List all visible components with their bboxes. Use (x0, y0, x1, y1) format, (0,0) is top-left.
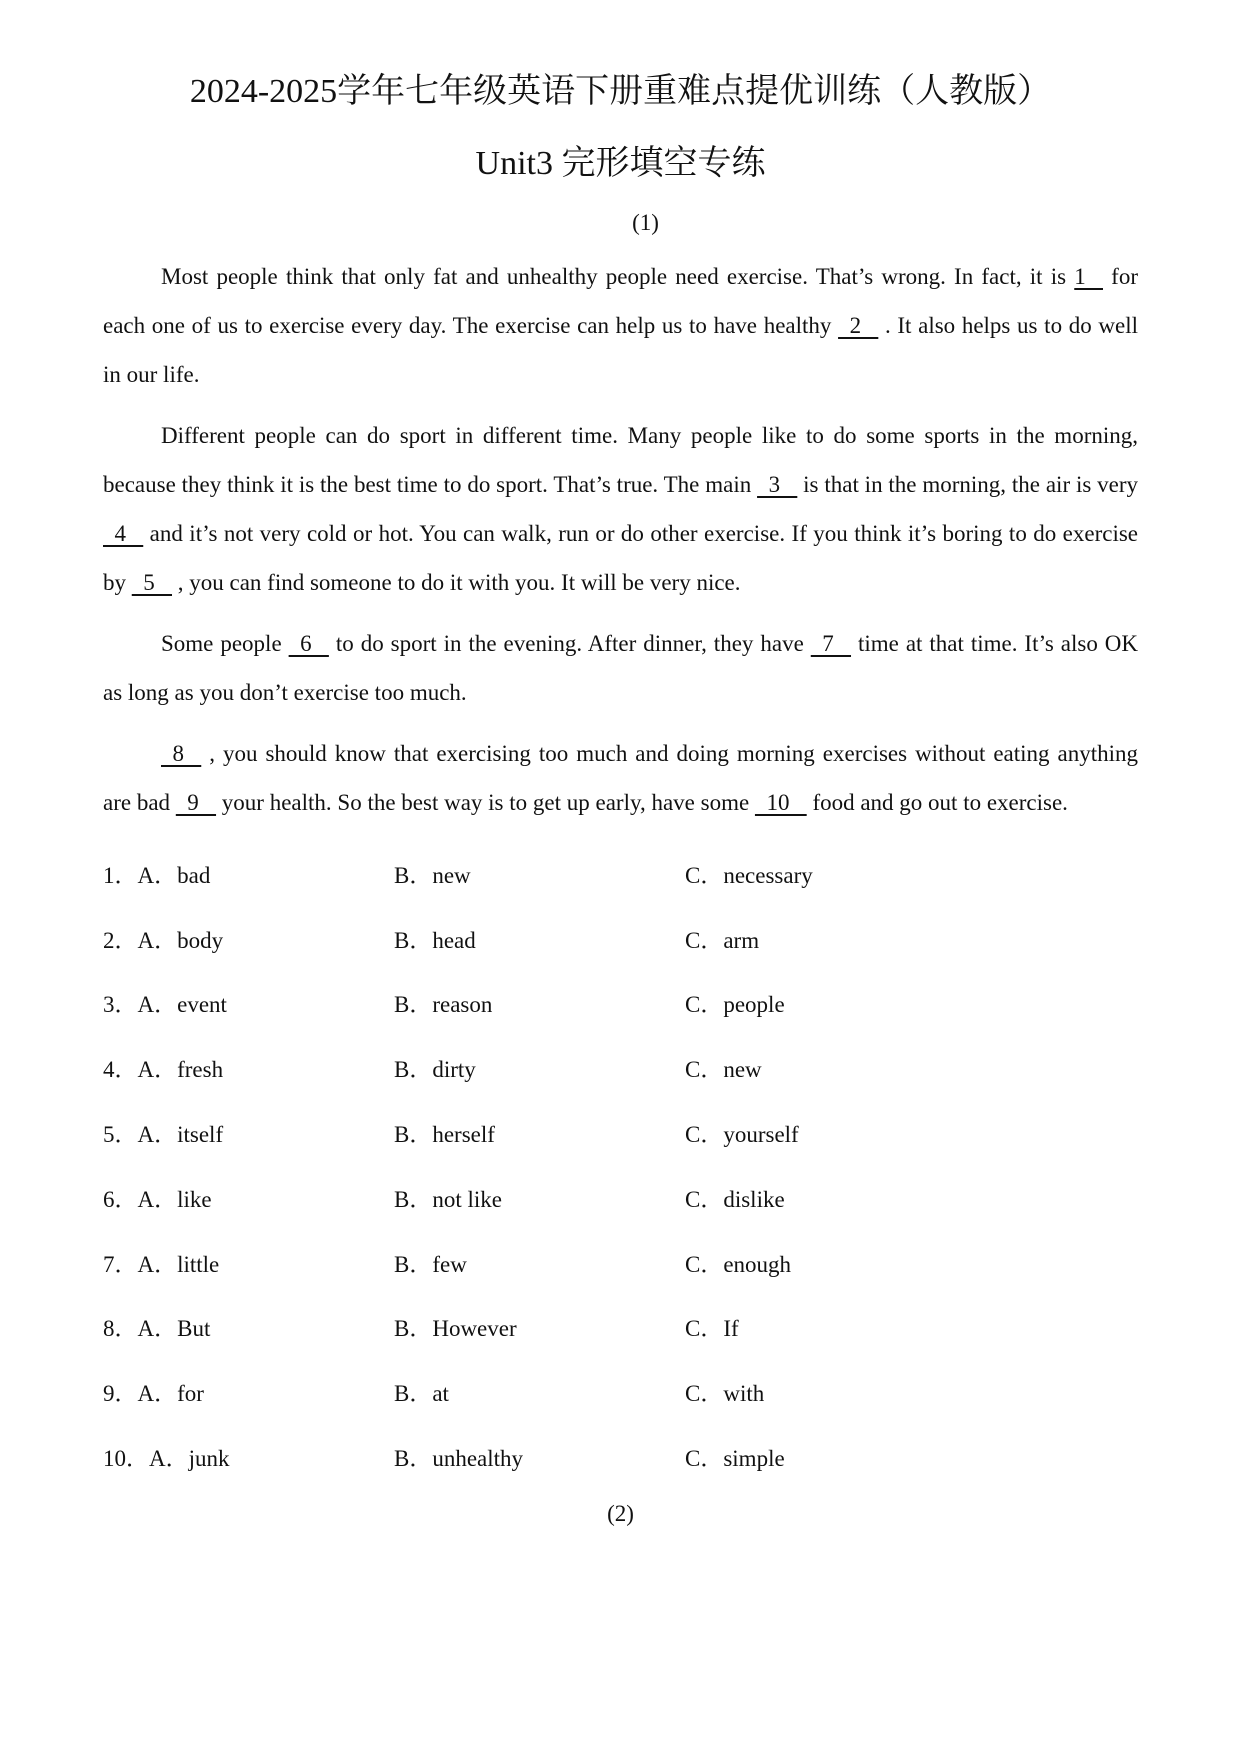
paragraph-text: Different people can do sport in different time. Many people like to do some sports in the morning, because they think it is the best time to do sport. That’s true. The main (103, 423, 1138, 497)
option-b: B．at (394, 1381, 449, 1407)
paragraph-text: . It also helps us to do well in our life. (103, 313, 1138, 387)
passage-paragraph-3 (103, 619, 1138, 717)
section-label-2: (2) (607, 1500, 634, 1526)
option-row-9 (103, 1359, 1138, 1424)
passage-paragraph-2 (103, 411, 1138, 607)
option-a: 1．A．bad (103, 862, 211, 888)
option-a: 3．A．event (103, 992, 227, 1018)
document-title: 2024-2025学年七年级英语下册重难点提优训练（人教版） (189, 73, 1052, 110)
answer-options (103, 841, 1138, 1489)
option-c: C．new (685, 1057, 762, 1083)
paragraph-text: is that in the morning, the air is very (797, 472, 1138, 497)
blank-5: 5 (131, 570, 172, 595)
blank-2: 2 (838, 313, 879, 338)
document-page (103, 70, 1138, 1529)
paragraph-text: for each one of us to exercise every day. The exercise can help us to have healthy (103, 264, 1138, 338)
option-a: 2．A．body (103, 927, 224, 953)
document-subtitle: Unit3 完形填空专练 (475, 145, 766, 182)
option-b: B．reason (394, 992, 493, 1018)
blank-6: 6 (288, 631, 329, 656)
option-c: C．people (685, 992, 785, 1018)
option-a: 5．A．itself (103, 1122, 224, 1148)
option-row-3 (103, 971, 1138, 1036)
option-row-1 (103, 841, 1138, 906)
option-a: 4．A．fresh (103, 1057, 224, 1083)
option-row-8 (103, 1295, 1138, 1360)
paragraph-text: Some people (161, 631, 289, 656)
option-b: B．dirty (394, 1057, 476, 1083)
passage-paragraph-4 (103, 729, 1138, 827)
option-row-2 (103, 906, 1138, 971)
option-a: 10．A．junk (103, 1446, 230, 1472)
option-row-5 (103, 1100, 1138, 1165)
option-b: B．few (394, 1251, 467, 1277)
blank-8: 8 (161, 741, 202, 766)
option-b: B．unhealthy (394, 1446, 524, 1472)
paragraph-text: and it’s not very cold or hot. You can walk, run or do other exercise. If you think it’s boring to do exercise by (103, 521, 1138, 595)
passage-paragraph-1 (103, 252, 1138, 399)
paragraph-text: food and go out to exercise. (806, 790, 1068, 815)
option-b: B．not like (394, 1186, 502, 1212)
option-a: 8．A．But (103, 1316, 211, 1342)
blank-7: 7 (810, 631, 852, 656)
section-label-1: (1) (632, 210, 659, 235)
paragraph-text: , you can find someone to do it with you. It will be very nice. (172, 570, 741, 595)
option-row-7 (103, 1230, 1138, 1295)
option-b: B．new (394, 862, 471, 888)
option-row-6 (103, 1165, 1138, 1230)
option-row-10 (103, 1424, 1138, 1489)
paragraph-text: to do sport in the evening. After dinner, they have (328, 631, 811, 656)
blank-10: 10 (754, 790, 807, 815)
option-b: B．herself (394, 1122, 495, 1148)
option-c: C．arm (685, 927, 760, 953)
option-c: C．with (685, 1381, 765, 1407)
option-b: B．However (394, 1316, 517, 1342)
option-c: C．If (685, 1316, 739, 1342)
option-a: 6．A．like (103, 1186, 212, 1212)
option-a: 7．A．little (103, 1251, 220, 1277)
paragraph-text: your health. So the best way is to get up early, have some (216, 790, 755, 815)
blank-9: 9 (175, 790, 217, 815)
option-b: B．head (394, 927, 476, 953)
option-row-4 (103, 1035, 1138, 1100)
option-c: C．simple (685, 1446, 785, 1472)
option-c: C．enough (685, 1251, 792, 1277)
blank-1: 1 (1074, 264, 1103, 289)
paragraph-text: Most people think that only fat and unhealthy people need exercise. That’s wrong. In fact, it is (161, 264, 1075, 289)
option-c: C．yourself (685, 1122, 799, 1148)
blank-4: 4 (103, 521, 144, 546)
paragraph-text: time at that time. It’s also OK as long as you don’t exercise too much. (103, 631, 1139, 705)
paragraph-text: , you should know that exercising too much and doing morning exercises without eating anything are bad (103, 741, 1138, 815)
option-c: C．dislike (685, 1186, 785, 1212)
blank-3: 3 (757, 472, 798, 497)
option-a: 9．A．for (103, 1381, 204, 1407)
option-c: C．necessary (685, 862, 813, 888)
